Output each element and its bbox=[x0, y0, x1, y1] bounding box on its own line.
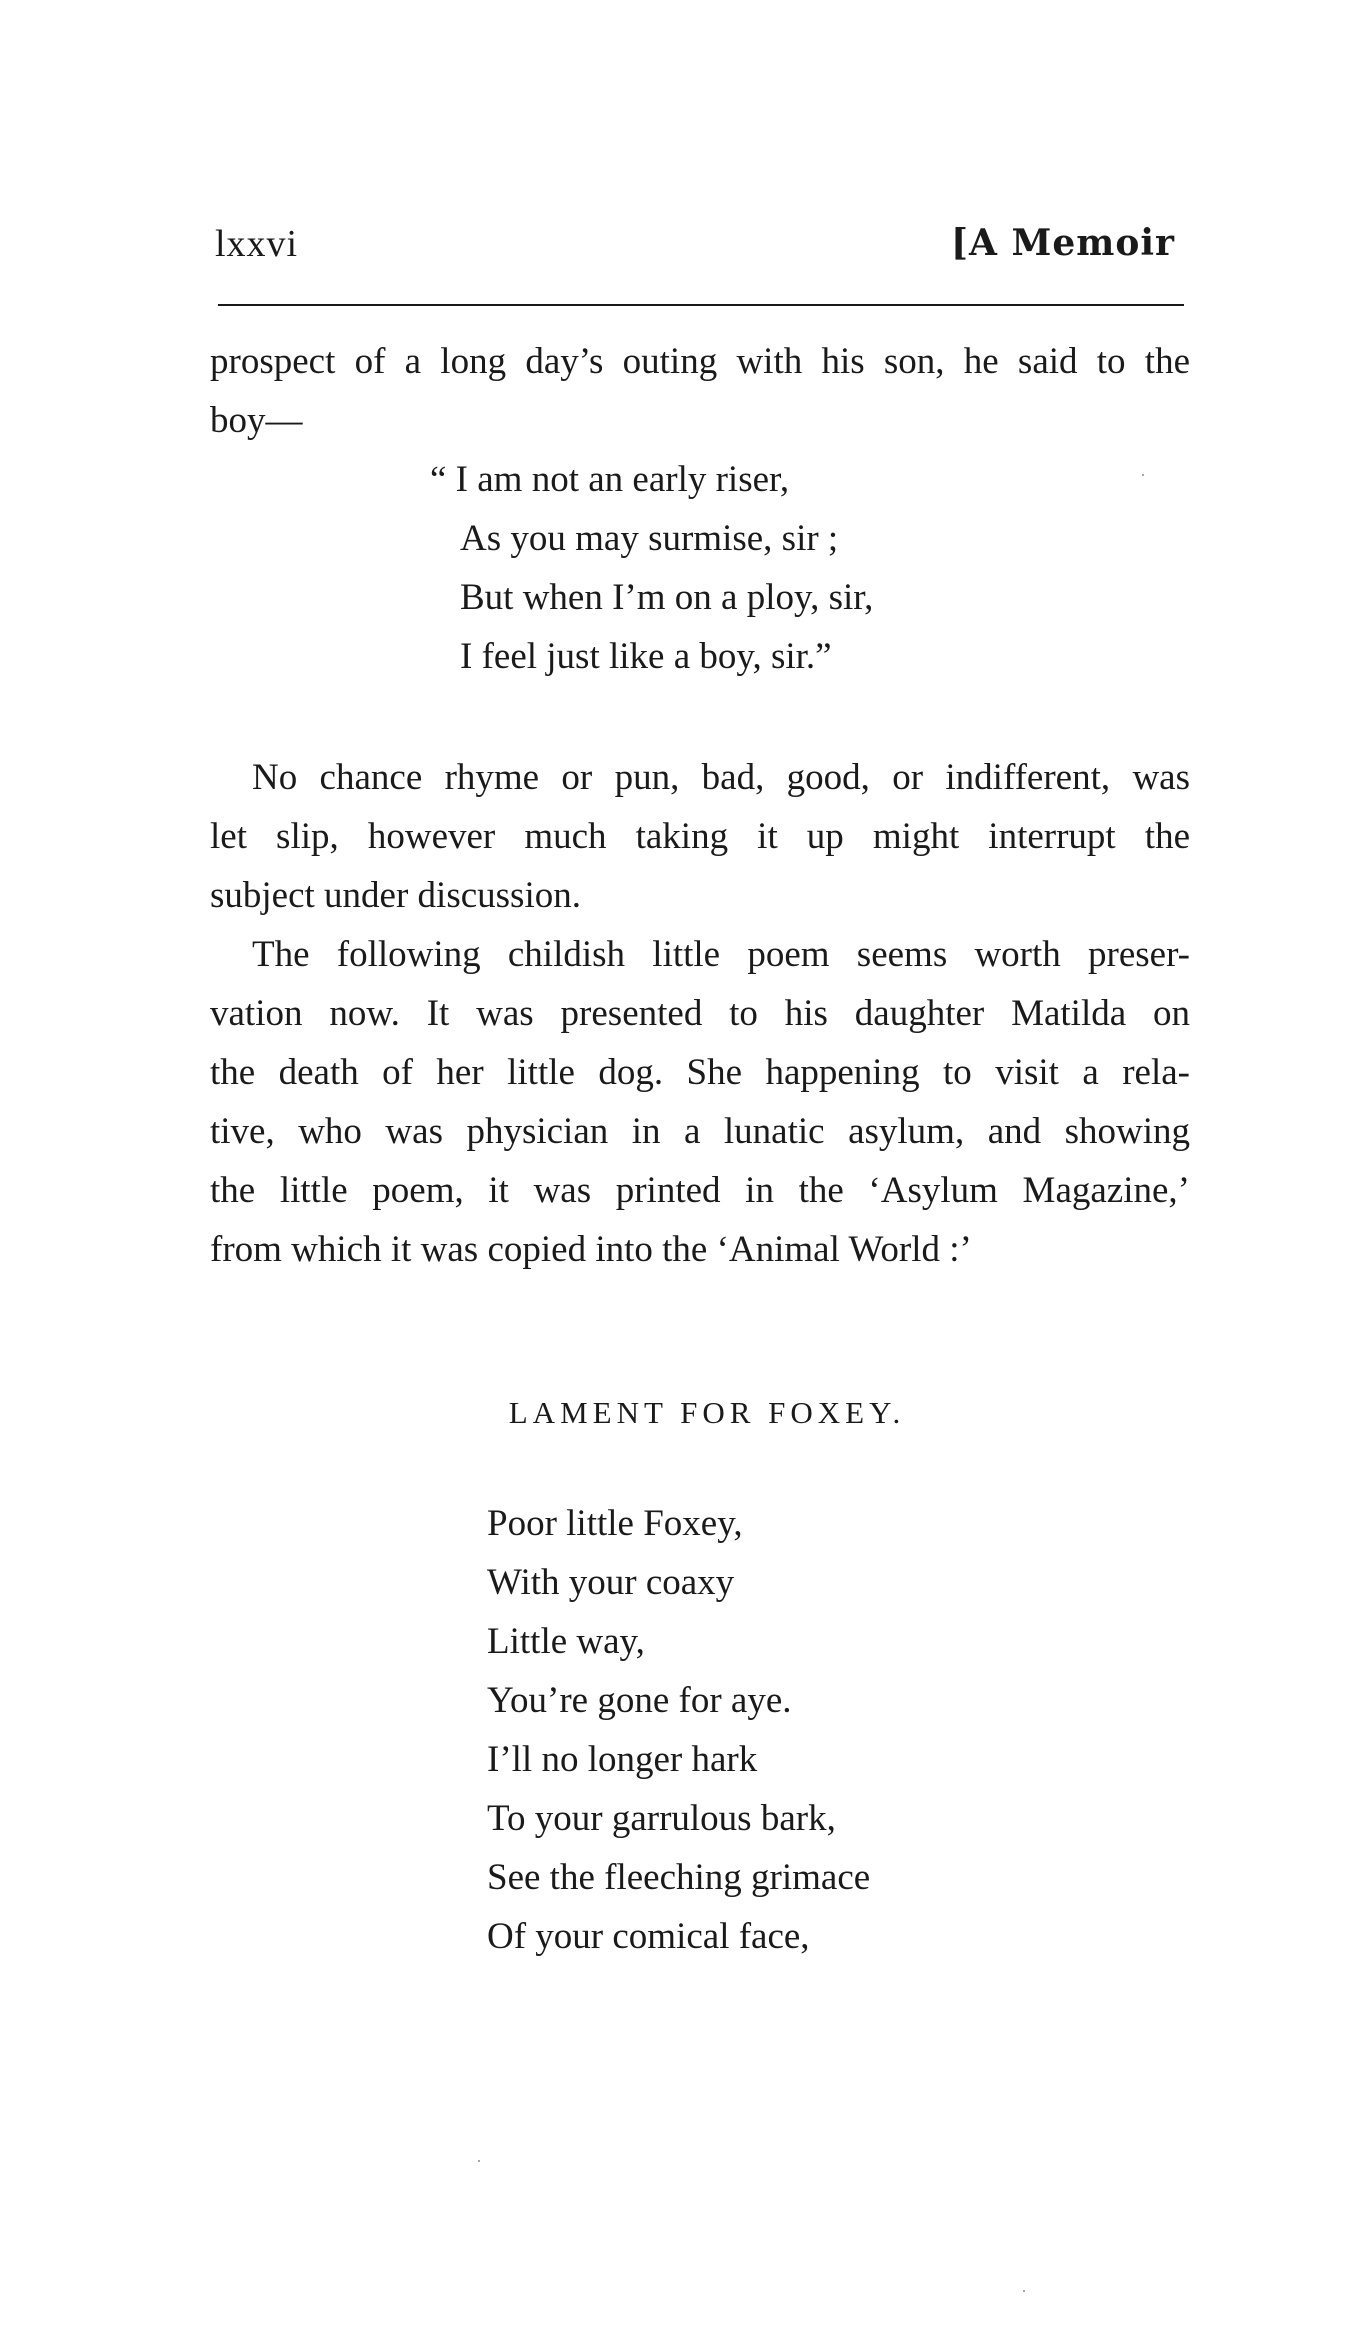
verse-line: But when I’m on a ploy, sir, bbox=[460, 577, 874, 618]
running-head: [A Memoir bbox=[951, 222, 1175, 264]
text-line: The following childish little poem seems worth preser- bbox=[252, 934, 1190, 975]
text-line: No chance rhyme or pun, bad, good, or indifferent, was bbox=[252, 757, 1190, 798]
verse-line: Of your comical face, bbox=[487, 1916, 810, 1957]
quoted-verse bbox=[430, 450, 874, 686]
verse-line: Little way, bbox=[487, 1621, 645, 1662]
paragraph-continuation bbox=[210, 332, 1190, 450]
poem-title: LAMENT FOR FOXEY. bbox=[508, 1395, 906, 1430]
verse-line: I feel just like a boy, sir.” bbox=[460, 636, 832, 677]
text-line: prospect of a long day’s outing with his son, he said to the bbox=[210, 341, 1190, 382]
paper-speck bbox=[1142, 474, 1144, 476]
verse-line: With your coaxy bbox=[487, 1562, 735, 1603]
text-line: let slip, however much taking it up might interrupt the bbox=[210, 816, 1190, 857]
text-line: boy— bbox=[210, 400, 303, 441]
text-line: from which it was copied into the ‘Animal World :’ bbox=[210, 1229, 972, 1270]
page-number: lxxvi bbox=[215, 223, 299, 265]
text-line: subject under discussion. bbox=[210, 875, 581, 916]
verse-line: “ I am not an early riser, bbox=[430, 459, 790, 500]
verse-line: I’ll no longer hark bbox=[487, 1739, 758, 1780]
header-rule bbox=[218, 304, 1184, 306]
poem-verse bbox=[487, 1494, 870, 1966]
page-header bbox=[215, 222, 1185, 282]
verse-line: See the fleeching grimace bbox=[487, 1857, 871, 1898]
text-line: the death of her little dog. She happening to visit a rela- bbox=[210, 1052, 1190, 1093]
verse-line: To your garrulous bark, bbox=[487, 1798, 836, 1839]
verse-line: You’re gone for aye. bbox=[487, 1680, 792, 1721]
paper-speck bbox=[1023, 2290, 1025, 2292]
paper-speck bbox=[478, 2160, 480, 2162]
paragraph bbox=[210, 925, 1190, 1279]
text-line: the little poem, it was printed in the ‘Asylum Magazine,’ bbox=[210, 1170, 1190, 1211]
text-line: vation now. It was presented to his daughter Matilda on bbox=[210, 993, 1190, 1034]
text-line: tive, who was physician in a lunatic asylum, and showing bbox=[210, 1111, 1190, 1152]
verse-line: As you may surmise, sir ; bbox=[460, 518, 839, 559]
paragraph bbox=[210, 748, 1190, 925]
verse-line: Poor little Foxey, bbox=[487, 1503, 743, 1544]
